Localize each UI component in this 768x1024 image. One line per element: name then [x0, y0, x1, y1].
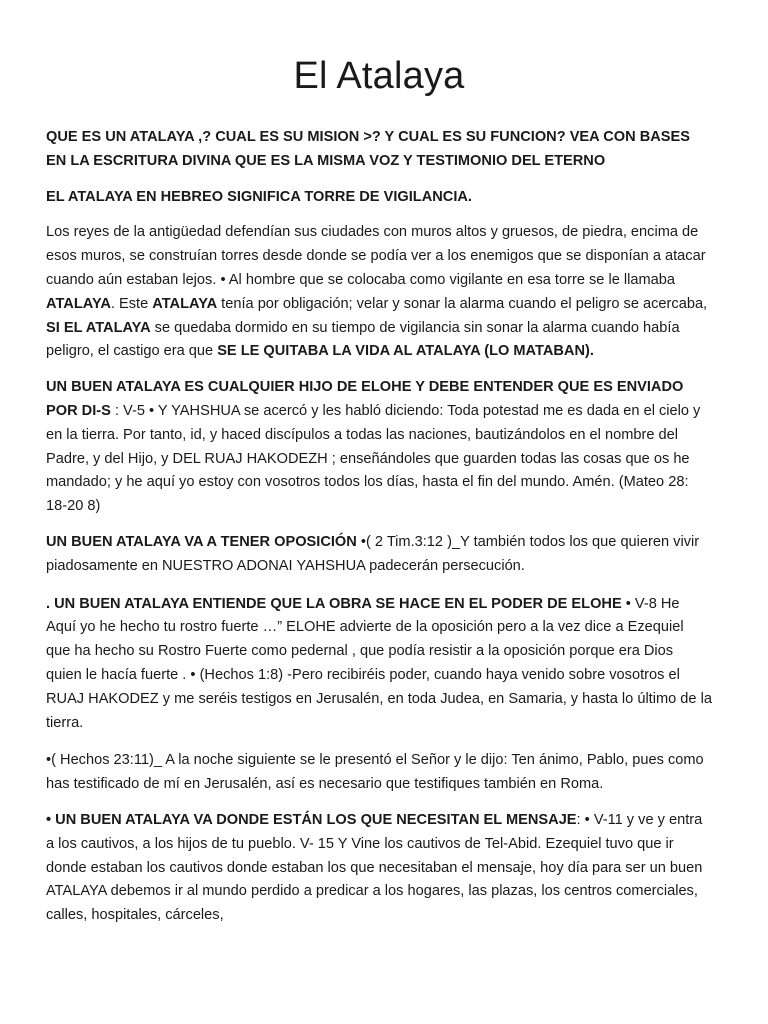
paragraph-sent-by-god: [46, 376, 712, 519]
paragraph-history: [46, 221, 712, 364]
history-text-2: . Este: [110, 295, 153, 312]
goes-heading: • UN BUEN ATALAYA VA DONDE ESTÁN LOS QUE NECESITAN EL MENSAJE: [46, 811, 577, 828]
history-text-3: tenía por obligación; velar y sonar la alarma cuando el peligro se acercaba,: [217, 295, 708, 312]
sent-heading: UN BUEN ATALAYA ES CUALQUIER HIJO DE ELOHE Y DEBE ENTENDER QUE ES ENVIADO POR DI-S: [46, 379, 684, 419]
paragraph-acts: [46, 749, 712, 797]
power-heading: . UN BUEN ATALAYA ENTIENDE QUE LA OBRA SE HACE EN EL PODER DE ELOHE: [46, 595, 622, 612]
history-text-4: se quedaba dormido en su tiempo de vigilancia sin sonar la alarma cuando había peligro, el castigo era que: [46, 319, 680, 360]
history-bold-4: SE LE QUITABA LA VIDA AL ATALAYA (LO MATABAN).: [217, 343, 594, 360]
power-text: • V-8 He Aquí yo he hecho tu rostro fuerte …” ELOHE advierte de la oposición pero a la vez dice a Ezequiel que ha hecho su Rostro Fuerte como pedernal , que podía resistir a la oposición porque era Dios quien le hacía fuerte . • (Hechos 1:8) -Pero recibiréis poder, cuando haya venido sobre vosotros el RUAJ HAKODEZ y me seréis testigos en Jerusalén, en toda Judea, en Samaria, y hasta lo último de la tierra.: [46, 595, 712, 731]
paragraph-meaning: [46, 186, 712, 210]
opposition-text: •( 2 Tim.3:12 )_Y también todos los que quieren vivir piadosamente en NUESTRO ADONAI YAHSHUA padecerán persecución.: [46, 533, 700, 574]
history-text-1: Los reyes de la antigüedad defendían sus ciudades con muros altos y gruesos, de piedra, encima de esos muros, se construían torres desde donde se podía ver a los enemigos que se disponían a atacar cuando aún estaban lejos. • Al hombre que se colocaba como vigilante en esa torre se le llamaba: [46, 224, 706, 288]
history-bold-2: ATALAYA: [152, 295, 218, 312]
paragraph-intro-question: [46, 126, 712, 174]
history-bold-3: SI EL ATALAYA: [46, 319, 151, 336]
sent-text: : V-5 • Y YAHSHUA se acercó y les habló diciendo: Toda potestad me es dada en el cielo y en la tierra. Por tanto, id, y haced discípulos a todas las naciones, bautizándolos en el nombre del Padre, y del Hijo, y DEL RUAJ HAKODEZH ; enseñándoles que guarden todas las cosas que os he mandado; y he aquí yo estoy con vosotros todos los días, hasta el fin del mundo. Amén. (Mateo 28: 18-20 8): [46, 402, 701, 515]
intro-question-text: QUE ES UN ATALAYA ,? CUAL ES SU MISION >? Y CUAL ES SU FUNCION? VEA CON BASES EN LA ESCRITURA DIVINA QUE ES LA MISMA VOZ Y TESTIMONIO DEL ETERNO: [46, 129, 690, 169]
paragraph-power: [46, 593, 712, 736]
meaning-text: EL ATALAYA EN HEBREO SIGNIFICA TORRE DE VIGILANCIA.: [46, 188, 472, 205]
history-bold-1: ATALAYA: [46, 295, 111, 312]
document-title: El Atalaya: [293, 55, 465, 97]
goes-text: : • V-11 y ve y entra a los cautivos, a los hijos de tu pueblo. V- 15 Y Vine los cautivos de Tel-Abid. Ezequiel tuvo que ir donde estaban los cautivos donde estaban los que necesitaban el mensaje, hoy día para ser un buen ATALAYA debemos ir al mundo perdido a predicar a los hogares, las plazas, los centros comerciales, calles, hospitales, cárceles,: [46, 811, 703, 924]
opposition-heading: UN BUEN ATALAYA VA A TENER OPOSICIÓN: [46, 533, 357, 550]
paragraph-opposition: [46, 531, 712, 579]
acts-text: •( Hechos 23:11)_ A la noche siguiente se le presentó el Señor y le dijo: Ten ánimo, Pablo, pues como has testificado de mí en Jerusalén, así es necesario que testifiques también en Roma.: [46, 752, 704, 793]
paragraph-goes-where-needed: [46, 809, 712, 928]
